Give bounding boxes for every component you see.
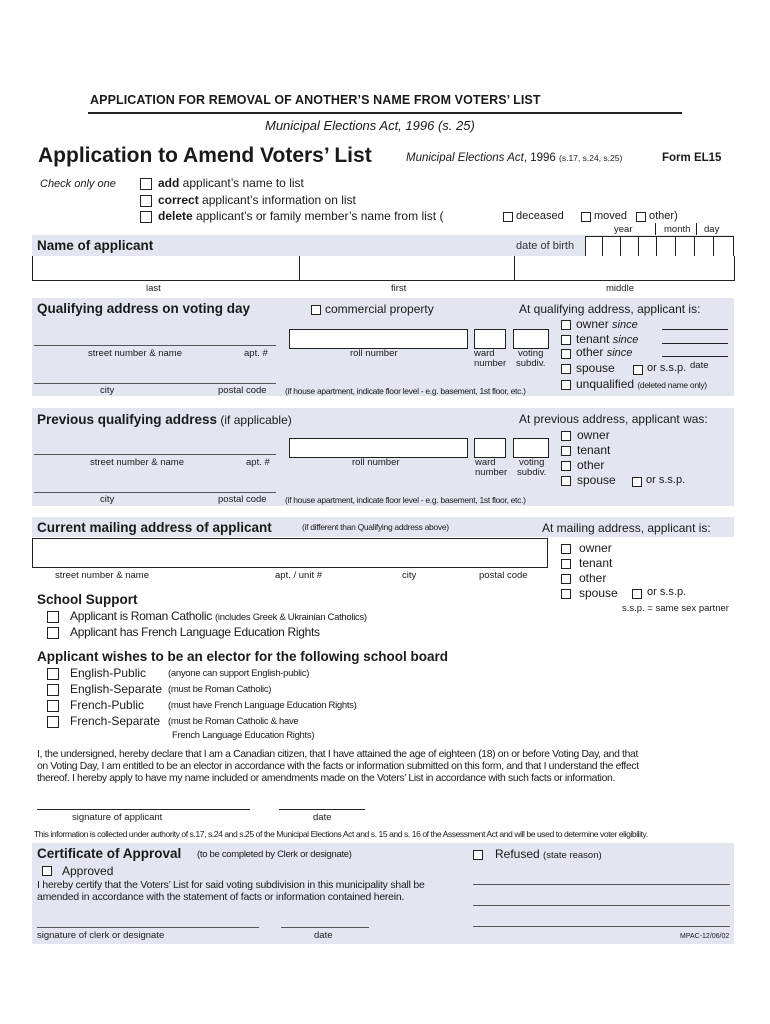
dob-day-label: day (704, 224, 720, 235)
previous-ssp-label: or s.s.p. (646, 474, 686, 486)
ssp-definition: s.s.p. = same sex partner (622, 603, 729, 614)
tenant-since-line[interactable] (662, 343, 728, 344)
previous-spouse-checkbox[interactable] (561, 476, 571, 486)
certificate-title: Certificate of Approval (37, 846, 182, 861)
qualifying-other-label: other since (576, 345, 633, 359)
title-rule (88, 112, 682, 114)
previous-subdiv-field[interactable] (513, 438, 549, 458)
correct-option-label: correct applicant’s information on list (158, 193, 356, 207)
qualifying-unqualified-checkbox[interactable] (561, 380, 571, 390)
refused-reason-line-1[interactable] (473, 884, 730, 885)
moved-label: moved (594, 210, 628, 222)
qualifying-owner-label: owner since (576, 317, 638, 331)
previous-voting-label: voting (519, 457, 545, 468)
previous-roll-number-field[interactable] (289, 438, 468, 458)
first-name-label: first (391, 283, 407, 294)
moved-checkbox[interactable] (581, 212, 591, 222)
applicant-signature-line[interactable] (37, 809, 250, 810)
owner-since-line[interactable] (662, 329, 728, 330)
qualifying-unqualified-label: unqualified (deleted name only) (576, 377, 707, 391)
deceased-label: deceased (516, 210, 564, 222)
qualifying-subdiv-label: subdiv. (516, 358, 546, 369)
clerk-date-label: date (314, 930, 333, 941)
previous-owner-label: owner (577, 428, 610, 442)
qualifying-address-title: Qualifying address on voting day (37, 301, 251, 316)
french-public-label: French-Public (70, 698, 145, 712)
top-subtitle: Municipal Elections Act, 1996 (s. 25) (265, 118, 475, 133)
french-rights-label: Applicant has French Language Education Rights (70, 625, 320, 639)
school-support-title: School Support (37, 592, 138, 607)
top-title: APPLICATION FOR REMOVAL OF ANOTHER’S NAME FROM VOTERS’ LIST (90, 93, 541, 107)
previous-other-label: other (577, 458, 605, 472)
qualifying-ssp-checkbox[interactable] (633, 365, 643, 375)
certificate-text-2: amended in accordance with the statement of facts or information contained herein. (37, 892, 405, 903)
french-separate-note-cont: French Language Education Rights) (172, 730, 315, 741)
mailing-spouse-label: spouse (579, 586, 618, 600)
other-reason-label: other) (649, 210, 678, 222)
form-code: MPAC-12/06/02 (680, 933, 730, 940)
clerk-date-line[interactable] (281, 927, 369, 928)
dob-month-label: month (664, 224, 691, 235)
previous-tenant-label: tenant (577, 443, 611, 457)
other-reason-checkbox[interactable] (636, 212, 646, 222)
english-public-checkbox[interactable] (47, 668, 59, 680)
mailing-status-title: At mailing address, applicant is: (542, 521, 711, 535)
previous-ward-label: ward (475, 457, 496, 468)
qualifying-ward-label: ward (474, 348, 495, 359)
french-public-note: (must have French Language Education Rights) (168, 700, 357, 711)
previous-postal-label: postal code (218, 494, 267, 505)
commercial-property-checkbox[interactable] (311, 305, 321, 315)
qualifying-city-label: city (100, 385, 115, 396)
qualifying-city-line[interactable] (34, 383, 276, 384)
qualifying-status-title: At qualifying address, applicant is: (519, 302, 701, 316)
delete-option-label: delete applicant’s or family member’s name from list ( (158, 209, 444, 223)
refused-reason-line-3[interactable] (473, 926, 730, 927)
french-separate-note: (must be Roman Catholic & have (168, 716, 299, 727)
school-board-title: Applicant wishes to be an elector for the following school board (37, 649, 449, 664)
declaration-line-3: thereof. I hereby apply to have my name included or amendments made on the Voters’ List in accordance with such facts or information. (37, 773, 615, 784)
qualifying-floor-note: (if house apartment, indicate floor level - e.g. basement, 1st floor, etc.) (285, 386, 526, 396)
previous-status-title: At previous address, applicant was: (519, 412, 708, 426)
approved-checkbox[interactable] (42, 866, 52, 876)
mailing-street-label: street number & name (55, 570, 149, 581)
qualifying-tenant-checkbox[interactable] (561, 335, 571, 345)
english-separate-checkbox[interactable] (47, 684, 59, 696)
mailing-owner-label: owner (579, 541, 612, 555)
previous-city-line[interactable] (34, 492, 276, 493)
previous-owner-checkbox[interactable] (561, 431, 571, 441)
mailing-ssp-checkbox[interactable] (632, 589, 642, 599)
french-separate-label: French-Separate (70, 714, 161, 728)
mailing-ssp-label: or s.s.p. (647, 586, 687, 598)
qualifying-roll-label: roll number (350, 348, 398, 359)
roman-catholic-label: Applicant is Roman Catholic (includes Greek & Ukrainian Catholics) (70, 609, 367, 623)
previous-number-label: number (475, 467, 508, 478)
applicant-date-label: date (313, 812, 332, 823)
clerk-signature-line[interactable] (37, 927, 259, 928)
form-title: Application to Amend Voters’ List (38, 144, 372, 167)
previous-spouse-label: spouse (577, 473, 616, 487)
qualifying-ward-field[interactable] (474, 329, 506, 349)
english-public-label: English-Public (70, 666, 147, 680)
middle-name-label: middle (606, 283, 634, 294)
french-separate-checkbox[interactable] (47, 716, 59, 728)
previous-street-line[interactable] (34, 454, 276, 455)
name-of-applicant-title: Name of applicant (37, 238, 154, 253)
english-public-note: (anyone can support English-public) (168, 668, 310, 679)
form-number: Form EL15 (662, 152, 722, 164)
commercial-property-label: commercial property (325, 302, 434, 316)
mailing-spouse-checkbox[interactable] (561, 589, 571, 599)
previous-apt-label: apt. # (246, 457, 270, 468)
mailing-other-label: other (579, 571, 607, 585)
mailing-address-title: Current mailing address of applicant (37, 520, 272, 535)
declaration-line-1: I, the undersigned, hereby declare that I am a Canadian citizen, that I have attained the age of eighteen (18) on or before Voting Day, and that (37, 749, 638, 760)
previous-subdiv-label: subdiv. (517, 467, 547, 478)
qualifying-postal-label: postal code (218, 385, 267, 396)
certificate-note: (to be completed by Clerk or designate) (197, 849, 352, 860)
qualifying-spouse-checkbox[interactable] (561, 364, 571, 374)
french-public-checkbox[interactable] (47, 700, 59, 712)
mailing-tenant-checkbox[interactable] (561, 559, 571, 569)
qualifying-date-label: date (690, 360, 709, 371)
mailing-postal-label: postal code (479, 570, 528, 581)
mailing-apt-label: apt. / unit # (275, 570, 323, 581)
refused-label: Refused (state reason) (495, 847, 602, 861)
previous-other-checkbox[interactable] (561, 461, 571, 471)
mailing-address-field[interactable] (32, 538, 548, 568)
add-option-label: add applicant’s name to list (158, 176, 304, 190)
other-since-line[interactable] (662, 356, 728, 357)
qualifying-street-line[interactable] (34, 345, 276, 346)
delete-checkbox[interactable] (140, 211, 152, 223)
english-separate-note: (must be Roman Catholic) (168, 684, 272, 695)
qualifying-owner-checkbox[interactable] (561, 320, 571, 330)
qualifying-spouse-label: spouse (576, 361, 615, 375)
date-of-birth-field[interactable] (585, 236, 734, 258)
previous-city-label: city (100, 494, 115, 505)
previous-ssp-checkbox[interactable] (632, 477, 642, 487)
applicant-date-line[interactable] (279, 809, 365, 810)
mailing-owner-checkbox[interactable] (561, 544, 571, 554)
qualifying-subdiv-field[interactable] (513, 329, 549, 349)
qualifying-roll-number-field[interactable] (289, 329, 468, 349)
add-checkbox[interactable] (140, 178, 152, 190)
previous-tenant-checkbox[interactable] (561, 446, 571, 456)
qualifying-street-label: street number & name (88, 348, 182, 359)
qualifying-tenant-label: tenant since (576, 332, 639, 346)
previous-address-title: Previous qualifying address (if applicable) (37, 412, 292, 427)
refused-reason-line-2[interactable] (473, 905, 730, 906)
correct-checkbox[interactable] (140, 195, 152, 207)
previous-street-label: street number & name (90, 457, 184, 468)
english-separate-label: English-Separate (70, 682, 163, 696)
check-only-one-label: Check only one (40, 178, 116, 190)
mailing-tenant-label: tenant (579, 556, 613, 570)
act-reference: Municipal Elections Act, 1996 (s.17, s.24, s.25) (406, 152, 623, 164)
approved-label: Approved (62, 864, 114, 878)
previous-ward-field[interactable] (474, 438, 506, 458)
qualifying-other-checkbox[interactable] (561, 349, 571, 359)
mailing-city-label: city (402, 570, 417, 581)
previous-floor-note: (if house apartment, indicate floor level - e.g. basement, 1st floor, etc.) (285, 495, 526, 505)
roman-catholic-checkbox[interactable] (47, 611, 59, 623)
previous-roll-label: roll number (352, 457, 400, 468)
qualifying-ssp-label: or s.s.p. (647, 362, 687, 374)
qualifying-number-label: number (474, 358, 507, 369)
declaration-line-2: on Voting Day, I am entitled to be an elector in accordance with the facts or information submitted on this form, and that I understand the effect (37, 761, 639, 772)
mailing-address-note: (if different than Qualifying address above) (302, 522, 449, 532)
mailing-other-checkbox[interactable] (561, 574, 571, 584)
last-name-label: last (146, 283, 161, 294)
authority-statement: This information is collected under authority of s.17, s.24 and s.25 of the Municipal Elections Act and s. 15 and s. 16 of the Assessment Act and will be used to determine voter eligibility. (34, 829, 648, 839)
qualifying-voting-label: voting (518, 348, 544, 359)
certificate-text-1: I hereby certify that the Voters’ List for said voting subdivision in this municipality shall be (37, 880, 425, 891)
qualifying-apt-label: apt. # (244, 348, 268, 359)
applicant-name-field[interactable] (32, 256, 735, 281)
deceased-checkbox[interactable] (503, 212, 513, 222)
dob-label: date of birth (516, 240, 575, 252)
refused-checkbox[interactable] (473, 850, 483, 860)
dob-year-label: year (614, 224, 633, 235)
applicant-signature-label: signature of applicant (72, 812, 163, 823)
french-rights-checkbox[interactable] (47, 627, 59, 639)
clerk-signature-label: signature of clerk or designate (37, 930, 165, 941)
